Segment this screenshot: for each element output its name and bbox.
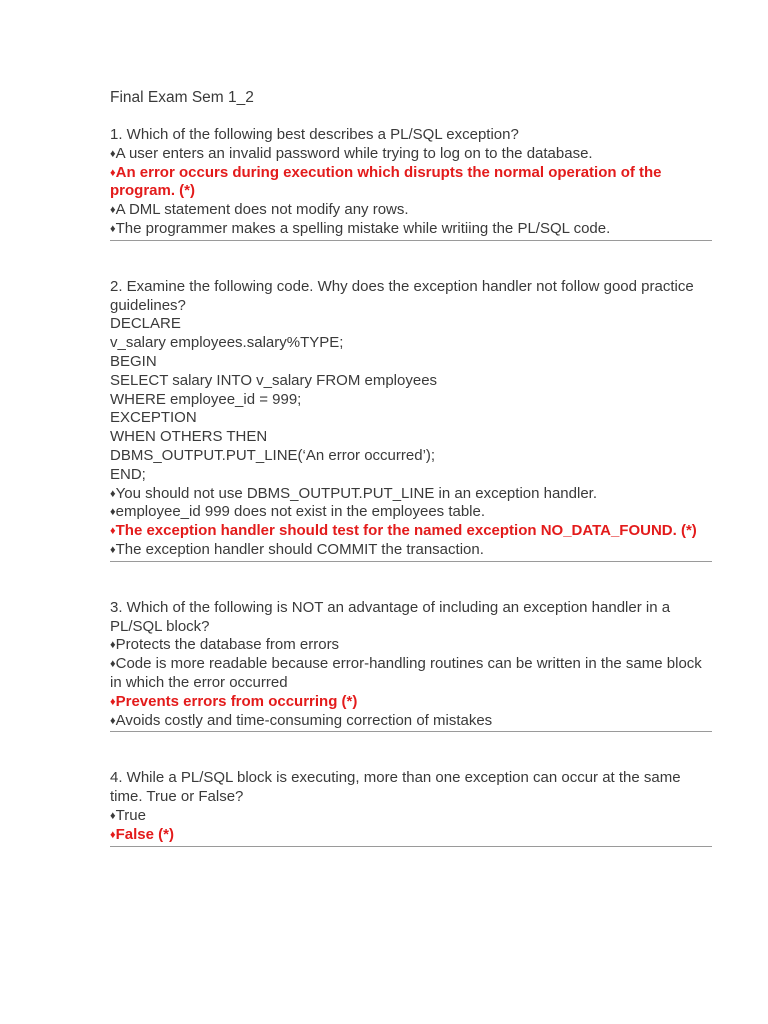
answer-option-correct: ♦The exception handler should test for the named exception NO_DATA_FOUND. (*) <box>110 522 697 540</box>
code-line: BEGIN <box>110 352 157 370</box>
code-line: SELECT salary INTO v_salary FROM employees <box>110 371 438 389</box>
diamond-bullet-icon: ♦ <box>110 487 116 500</box>
answer-option: ♦The exception handler should COMMIT the transaction. <box>110 540 484 558</box>
answer-option: ♦The programmer makes a spelling mistake while writiing the PL/SQL code. <box>110 219 611 237</box>
diamond-bullet-icon: ♦ <box>110 828 116 841</box>
question-1 <box>110 126 712 241</box>
diamond-bullet-icon: ♦ <box>110 658 116 671</box>
code-line: EXCEPTION <box>110 409 197 427</box>
code-line: WHERE employee_id = 999; <box>110 390 302 408</box>
code-line: DBMS_OUTPUT.PUT_LINE(‘An error occurred’); <box>110 446 436 464</box>
diamond-bullet-icon: ♦ <box>110 204 116 217</box>
code-line: WHEN OTHERS THEN <box>110 428 268 446</box>
diamond-bullet-icon: ♦ <box>110 639 116 652</box>
diamond-bullet-icon: ♦ <box>110 809 116 822</box>
question-4 <box>110 769 712 846</box>
answer-option: ♦Code is more readable because error-handling routines can be written in the same block in which the error occurred <box>110 655 702 691</box>
diamond-bullet-icon: ♦ <box>110 695 116 708</box>
answer-option-correct: ♦False (*) <box>110 825 174 843</box>
divider <box>110 846 712 847</box>
answer-option-correct: ♦Prevents errors from occurring (*) <box>110 692 358 710</box>
question-text: 3. Which of the following is NOT an advantage of including an exception handler in a PL/SQL block? <box>110 598 671 635</box>
diamond-bullet-icon: ♦ <box>110 222 116 235</box>
answer-option: ♦You should not use DBMS_OUTPUT.PUT_LINE in an exception handler. <box>110 484 598 502</box>
code-line: END; <box>110 465 146 483</box>
diamond-bullet-icon: ♦ <box>110 166 116 179</box>
answer-option: ♦True <box>110 806 146 824</box>
diamond-bullet-icon: ♦ <box>110 147 116 160</box>
exam-page <box>110 88 712 847</box>
answer-option: ♦Protects the database from errors <box>110 636 340 654</box>
question-text: 2. Examine the following code. Why does the exception handler not follow good practice guidelines? <box>110 277 694 314</box>
answer-option-correct: ♦An error occurs during execution which disrupts the normal operation of the program. (*) <box>110 163 662 200</box>
diamond-bullet-icon: ♦ <box>110 506 116 519</box>
code-line: v_salary employees.salary%TYPE; <box>110 334 344 352</box>
question-2 <box>110 278 712 562</box>
answer-option: ♦A user enters an invalid password while trying to log on to the database. <box>110 144 593 162</box>
question-text: 1. Which of the following best describes a PL/SQL exception? <box>110 126 519 143</box>
question-text: 4. While a PL/SQL block is executing, more than one exception can occur at the same time. True or False? <box>110 769 681 806</box>
diamond-bullet-icon: ♦ <box>110 714 116 727</box>
answer-option: ♦A DML statement does not modify any rows. <box>110 201 409 219</box>
diamond-bullet-icon: ♦ <box>110 525 116 538</box>
code-line: DECLARE <box>110 315 181 333</box>
diamond-bullet-icon: ♦ <box>110 543 116 556</box>
answer-option: ♦employee_id 999 does not exist in the employees table. <box>110 503 486 521</box>
answer-option: ♦Avoids costly and time-consuming correction of mistakes <box>110 711 493 729</box>
question-3 <box>110 599 712 733</box>
page-title: Final Exam Sem 1_2 <box>110 89 254 106</box>
